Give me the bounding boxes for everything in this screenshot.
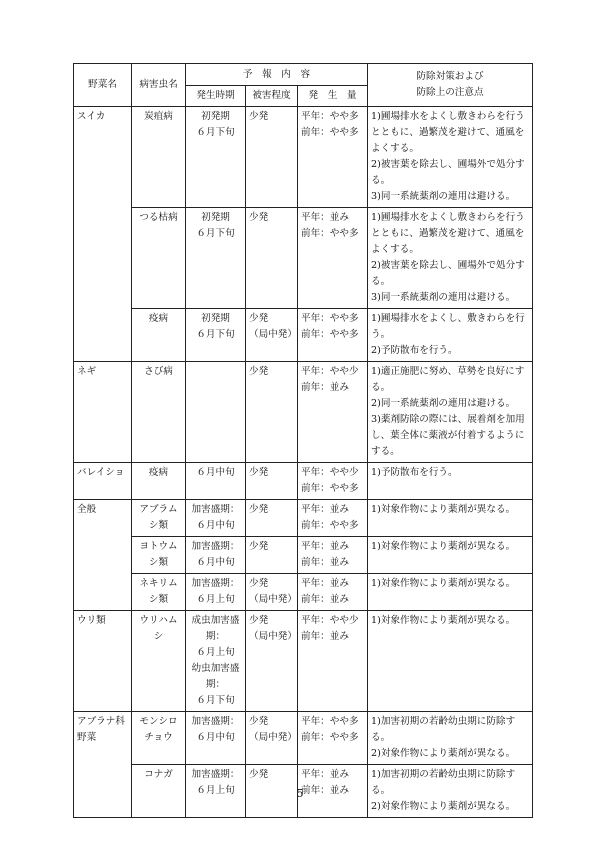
period-cell: 初発期 ６月下旬 <box>186 208 246 309</box>
header-forecast: 予 報 内 容 <box>186 64 368 86</box>
amount-cell: 平年：やや少 前年：並み <box>298 611 368 712</box>
table-row <box>74 712 533 765</box>
crop-cell: 全般 <box>74 500 132 611</box>
crop-cell: アブラナ科野菜 <box>74 712 132 818</box>
measures-cell: 1)対象作物により薬剤が異なる。 <box>368 574 533 611</box>
period-cell: 成虫加害盛期： ６月上旬 幼虫加害盛期： ６月下旬 <box>186 611 246 712</box>
page-number: 5 <box>296 787 304 800</box>
crop-cell: バレイショ <box>74 463 132 500</box>
header-damage: 被害程度 <box>246 86 298 107</box>
period-cell: 初発期 ６月下旬 <box>186 107 246 208</box>
pest-cell: 炭疽病 <box>132 107 186 208</box>
table-row <box>74 574 533 611</box>
period-cell: 加害盛期： ６月上旬 <box>186 765 246 818</box>
period-cell <box>186 362 246 463</box>
header-row-1 <box>74 64 533 86</box>
damage-cell: 少発 （局中発） <box>246 309 298 362</box>
damage-cell: 少発 （局中発） <box>246 611 298 712</box>
measures-cell: 1)対象作物により薬剤が異なる。 <box>368 611 533 712</box>
pest-cell: コナガ <box>132 765 186 818</box>
table-row <box>74 537 533 574</box>
pest-cell: つる枯病 <box>132 208 186 309</box>
amount-cell: 平年：やや少 前年：並み <box>298 362 368 463</box>
period-cell: 加害盛期： ６月上旬 <box>186 574 246 611</box>
header-crop: 野菜名 <box>74 64 132 107</box>
period-cell: 加害盛期： ６月中旬 <box>186 712 246 765</box>
measures-cell: 1)圃場排水をよくし、敷きわらを行う。 2)予防散布を行う。 <box>368 309 533 362</box>
pest-cell: モンシロチョウ <box>132 712 186 765</box>
damage-cell: 少発 <box>246 107 298 208</box>
pest-cell: 疫病 <box>132 463 186 500</box>
damage-cell: 少発 <box>246 765 298 818</box>
measures-cell: 1)圃場排水をよくし敷きわらを行うとともに、過繁茂を避けて、通風をよくする。 2)被害葉を除去し、圃場外で処分する。 3)同一系統薬剤の連用は避ける。 <box>368 208 533 309</box>
amount-cell: 平年：やや多 前年：やや多 <box>298 309 368 362</box>
amount-cell: 平年：並み 前年：並み <box>298 574 368 611</box>
table-row <box>74 463 533 500</box>
forecast-table <box>73 63 533 818</box>
table-row <box>74 107 533 208</box>
damage-cell: 少発 <box>246 208 298 309</box>
measures-cell: 1)適正施肥に努め、草勢を良好にする。 2)同一系統薬剤の連用は避ける。 3)薬剤防除の際には、展着剤を加用し、葉全体に薬液が付着するようにする。 <box>368 362 533 463</box>
amount-cell: 平年：やや多 前年：やや多 <box>298 712 368 765</box>
period-cell: 初発期 ６月下旬 <box>186 309 246 362</box>
crop-cell: ウリ類 <box>74 611 132 712</box>
period-cell: 加害盛期： ６月中旬 <box>186 537 246 574</box>
table-row <box>74 362 533 463</box>
damage-cell: 少発 <box>246 362 298 463</box>
header-period: 発生時期 <box>186 86 246 107</box>
damage-cell: 少発 <box>246 500 298 537</box>
amount-cell: 平年：並み 前年：並み <box>298 537 368 574</box>
amount-cell: 平年：並み 前年：やや多 <box>298 208 368 309</box>
damage-cell: 少発 <box>246 537 298 574</box>
measures-cell: 1)対象作物により薬剤が異なる。 <box>368 500 533 537</box>
damage-cell: 少発 （局中発） <box>246 574 298 611</box>
table-row <box>74 309 533 362</box>
period-cell: 加害盛期： ６月中旬 <box>186 500 246 537</box>
amount-cell: 平年：やや多 前年：やや多 <box>298 107 368 208</box>
measures-cell: 1)圃場排水をよくし敷きわらを行うとともに、過繁茂を避けて、通風をよくする。 2)被害葉を除去し、圃場外で処分する。 3)同一系統薬剤の連用は避ける。 <box>368 107 533 208</box>
pest-cell: さび病 <box>132 362 186 463</box>
header-measures: 防除対策および 防除上の注意点 <box>368 64 533 107</box>
forecast-table-container <box>73 63 532 818</box>
table-row <box>74 611 533 712</box>
damage-cell: 少発 <box>246 463 298 500</box>
measures-cell: 1)加害初期の若齢幼虫期に防除する。 2)対象作物により薬剤が異なる。 <box>368 765 533 818</box>
crop-cell: スイカ <box>74 107 132 362</box>
pest-cell: アブラムシ類 <box>132 500 186 537</box>
pest-cell: ヨトウムシ類 <box>132 537 186 574</box>
amount-cell: 平年：並み 前年：やや多 <box>298 500 368 537</box>
measures-cell: 1)対象作物により薬剤が異なる。 <box>368 537 533 574</box>
header-amount: 発 生 量 <box>298 86 368 107</box>
period-cell: ６月中旬 <box>186 463 246 500</box>
table-row <box>74 500 533 537</box>
crop-cell: ネギ <box>74 362 132 463</box>
damage-cell: 少発 （局中発） <box>246 712 298 765</box>
measures-cell: 1)加害初期の若齢幼虫期に防除する。 2)対象作物により薬剤が異なる。 <box>368 712 533 765</box>
table-row <box>74 208 533 309</box>
pest-cell: ネキリムシ類 <box>132 574 186 611</box>
pest-cell: 疫病 <box>132 309 186 362</box>
pest-cell: ウリハムシ <box>132 611 186 712</box>
measures-cell: 1)予防散布を行う。 <box>368 463 533 500</box>
amount-cell: 平年：やや少 前年：やや多 <box>298 463 368 500</box>
header-pest: 病害虫名 <box>132 64 186 107</box>
amount-cell: 平年：並み 前年：並み <box>298 765 368 818</box>
